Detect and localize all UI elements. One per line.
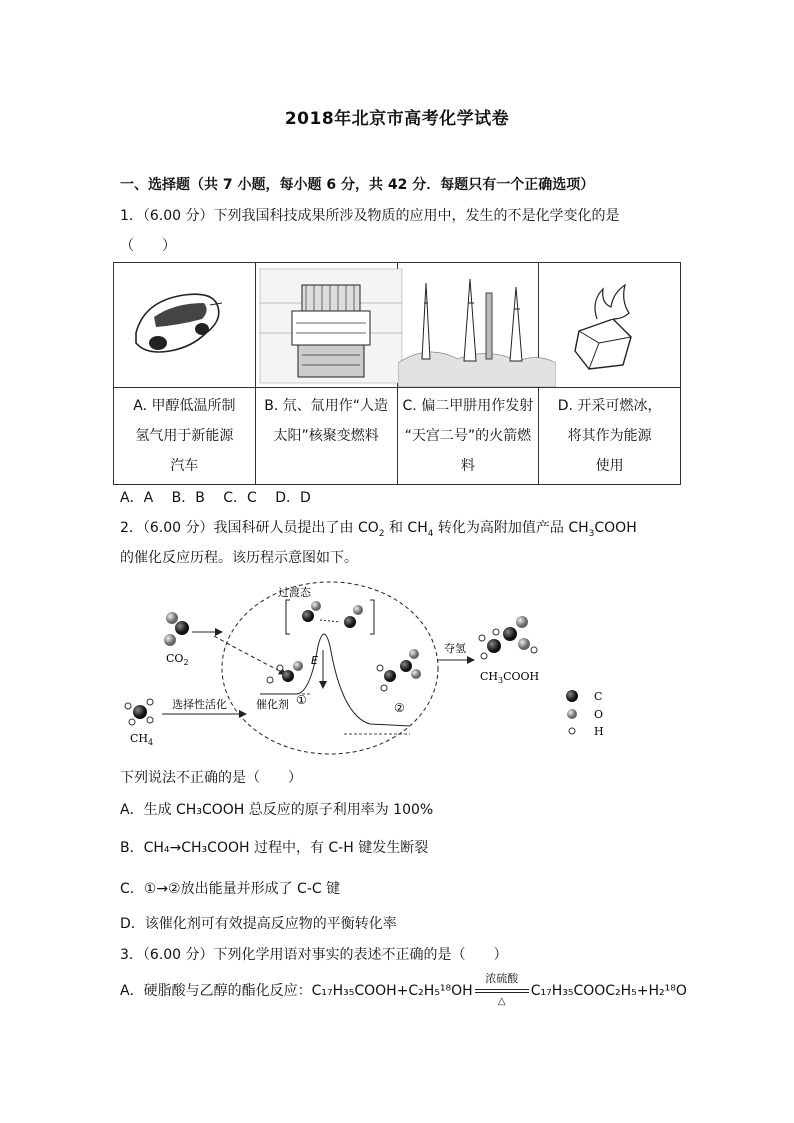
paper-title: 2018年北京市高考化学试卷 [284, 109, 510, 129]
fuel-cell-car-image [114, 263, 255, 387]
q1-choices: A．A B．B C．C D．D [120, 490, 311, 506]
option-a-caption: A. 甲醇低温所制 氢气用于新能源 汽车 [114, 388, 256, 485]
ch4-label: $CH_4$ [130, 732, 154, 747]
q2-question: 下列说法不正确的是（ ） [120, 770, 302, 786]
fusion-reactor-image [256, 263, 397, 387]
transition-state-label: 过渡态 [278, 586, 311, 599]
intermediate-1-molecule [267, 661, 303, 683]
q2-option-d: D．该催化剂可有效提高反应物的平衡转化率 [120, 916, 397, 932]
ch4-molecule [125, 699, 153, 725]
step-2-label: ② [394, 701, 405, 715]
svg-text:O: O [594, 708, 604, 721]
q2-option-c: C．①→②放出能量并形成了 C-C 键 [120, 881, 341, 897]
acetic-acid-molecule [479, 616, 537, 659]
option-d-caption: D. 开采可燃冰， 将其作为能源 使用 [539, 388, 681, 485]
rocket-launch-image [398, 263, 539, 387]
catalyst-label: 催化剂 [256, 698, 289, 711]
co2-dashed-arrow [214, 636, 286, 674]
atom-legend [566, 690, 604, 738]
energy-label: E [311, 654, 318, 667]
q1-stem: 1．（6.00 分）下列我国科技成果所涉及物质的应用中，发生的不是化学变化的是 [120, 208, 620, 224]
product-label: $CH_3COOH$ [480, 670, 540, 685]
step-1-label: ① [296, 693, 307, 707]
selective-activation-label: 选择性活化 [172, 698, 227, 711]
co2-molecule [164, 612, 189, 646]
q2-stem-line1: 2．（6.00 分）我国科研人员提出了由 $CO_2$ 和 $CH_4$ 转化为高附加值产品 $CH_3COOH$ [120, 520, 637, 539]
q1-paren: （ ） [120, 238, 176, 254]
svg-text:H: H [594, 725, 604, 738]
q2-option-a: A．生成 CH₃COOH 总反应的原子利用率为 100% [120, 802, 434, 818]
q2-stem-line2: 的催化反应历程。该历程示意图如下。 [120, 550, 358, 566]
q2-option-b: B．CH₄→CH₃COOH 过程中，有 C-H 键发生断裂 [120, 840, 429, 856]
intermediate-2-molecule [377, 649, 421, 691]
q3-option-a: A．硬脂酸与乙醇的酯化反应：C₁₇H₃₅COOH+C₂H₅¹⁸OH 浓硫酸 △ C₁₇H₃₅COOC₂H₅+H₂¹⁸O [120, 972, 687, 1007]
co2-label: $CO_2$ [166, 652, 189, 667]
reaction-mechanism-diagram [110, 576, 630, 756]
transition-state-molecule [302, 601, 363, 628]
svg-text:C: C [594, 690, 603, 703]
q3-stem: 3．（6.00 分）下列化学用语对事实的表述不正确的是（ ） [120, 947, 508, 963]
option-b-caption: B. 氘、氚用作“人造 太阳”核聚变燃料 [255, 388, 397, 485]
q1-options-table [113, 262, 681, 485]
combustible-ice-image [539, 263, 680, 387]
section-heading: 一、选择题（共 7 小题，每小题 6 分，共 42 分．每题只有一个正确选项） [120, 177, 595, 193]
dehydrogenation-label: 夺氢 [444, 642, 466, 655]
option-c-caption: C. 偏二甲肼用作发射 “天宫二号”的火箭燃 料 [397, 388, 539, 485]
